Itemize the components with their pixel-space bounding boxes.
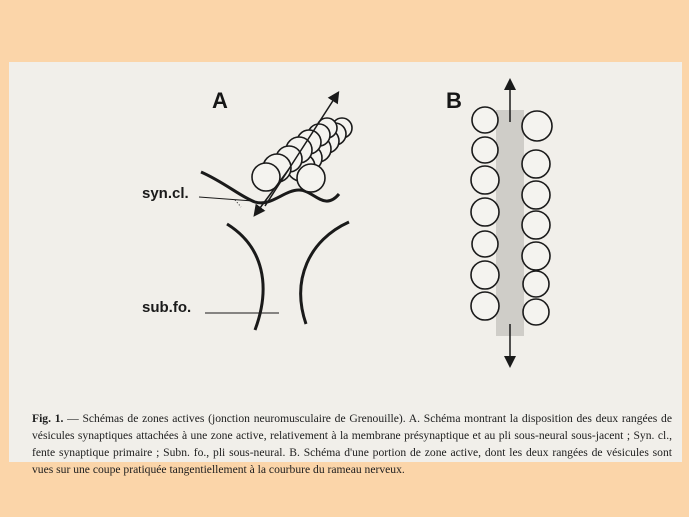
figure-caption [32, 410, 672, 478]
caption-text: — Schémas de zones actives (jonction neuromusculaire de Grenouille). A. Schéma montrant la disposition des deux rangées de vésicules synaptiques attachées à une zone active, relativement à la membrane présynaptique et au pli sous-neural sous-jacent ; Syn. cl., fente synaptique primaire ; Subn. fo., pli sous-neural. B. Schéma d'une portion de zone active, dont les deux rangées de vésicules sont vues sur une coupe pratiquée tangentiellement à la courbure du rameau nerveux. [32, 412, 672, 476]
vesicle [522, 150, 550, 178]
vesicle-column-left [471, 107, 499, 320]
vesicle [297, 164, 325, 192]
subneural-fold-left [227, 224, 263, 330]
vesicle [472, 231, 498, 257]
panel-b-label: B [446, 88, 462, 113]
vesicle [472, 107, 498, 133]
panel-a-diagram [199, 96, 352, 330]
vesicle [523, 271, 549, 297]
caption-lead: Fig. 1. [32, 412, 64, 425]
syn-cl-label: syn.cl. [142, 185, 189, 202]
vesicle [522, 111, 552, 141]
vesicle [471, 292, 499, 320]
sub-fo-label: sub.fo. [142, 299, 192, 316]
vesicle [471, 166, 499, 194]
vesicle [471, 261, 499, 289]
panel-b-diagram [471, 84, 552, 362]
vesicle [522, 242, 550, 270]
active-zone-band [496, 110, 524, 336]
panel-a-label: A [212, 88, 228, 113]
figure-plate [9, 62, 682, 476]
vesicle [522, 211, 550, 239]
vesicle-column-right [522, 111, 552, 325]
vesicle [522, 181, 550, 209]
vesicle [523, 299, 549, 325]
subneural-fold-right [301, 222, 349, 324]
vesicle [472, 137, 498, 163]
figure-drawing [9, 62, 682, 402]
vesicle [471, 198, 499, 226]
